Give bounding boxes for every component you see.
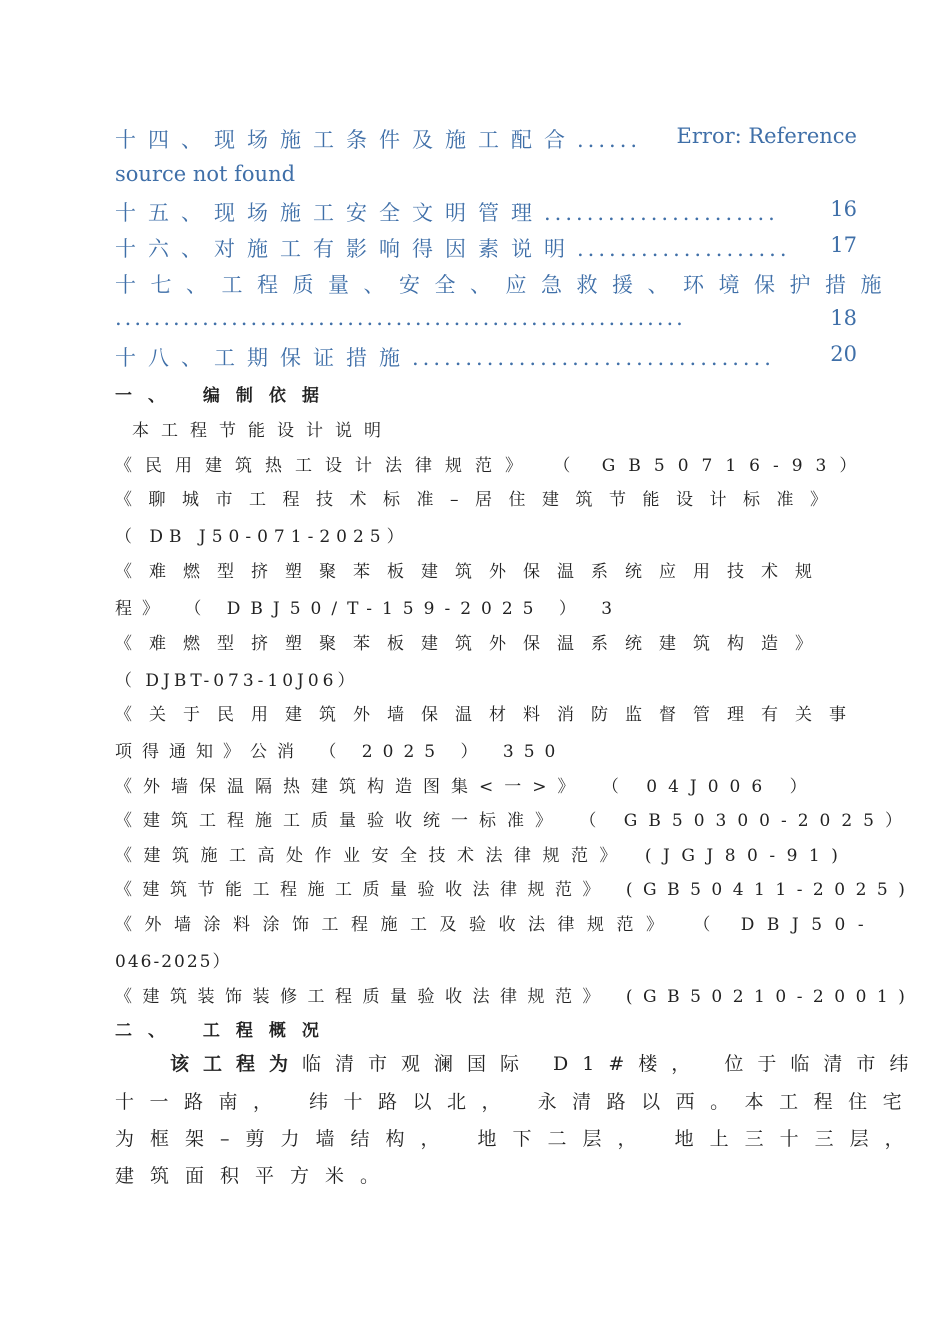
toc-entry-15[interactable] (115, 197, 857, 227)
overview-line-3: 为框架–剪力墙结构， 地下二层， 地上三十三层， (115, 1128, 920, 1150)
toc-title: 十五、现场施工安全文明管理 (115, 201, 544, 225)
basis-item: 《建筑施工高处作业安全技术法律规范》 (JGJ80-91) (115, 846, 850, 866)
toc-title: 十七、工程质量、安全、应急救援、环境保护措施 (115, 273, 896, 297)
toc-title: 十四、现场施工条件及施工配合 (115, 128, 577, 152)
toc-page: 20 (830, 342, 857, 366)
basis-item: 《建筑节能工程施工质量验收法律规范》 (GB50411-2025) (115, 880, 916, 900)
toc-page: 17 (830, 233, 857, 257)
toc-page: Error: Reference (676, 124, 857, 148)
overview-line-4: 建筑面积平方米。 (115, 1165, 396, 1187)
toc-entry-17[interactable] (115, 269, 896, 299)
overview-lead: 该工程为 (170, 1053, 303, 1075)
toc-title: 十八、工期保证措施 (115, 346, 412, 370)
basis-item: 《难燃型挤塑聚苯板建筑外保温系统应用技术规 (115, 562, 829, 582)
basis-item: 程》 （ DBJ50/T-159-2025 ） 3 (115, 599, 623, 619)
basis-item: （ DB J50-071-2025） (115, 527, 410, 547)
section-heading-1: 一、 编制依据 (115, 386, 335, 406)
toc-page: 16 (830, 197, 857, 221)
toc-dots: .................................. (412, 346, 775, 370)
toc-title: 十六、对施工有影响得因素说明 (115, 237, 577, 261)
overview-line-2: 十一路南， 纬十路以北， 永清路以西。本工程住宅 (115, 1091, 918, 1113)
section-heading-2: 二、 工程概况 (115, 1021, 335, 1041)
basis-item: 项得通知》公消 （ 2025 ） 350 (115, 742, 566, 762)
toc-page: 18 (830, 306, 857, 330)
overview-line-1 (170, 1049, 923, 1076)
basis-item: （ DJBT-073-10J06） (115, 671, 359, 691)
toc-entry-14[interactable] (115, 124, 857, 154)
basis-item: 《聊城市工程技术标准–居住建筑节能设计标准》 (115, 490, 844, 510)
toc-dots: ...... (577, 128, 642, 152)
basis-item: 《民用建筑热工设计法律规范》 （ GB50716-93） (115, 456, 870, 476)
basis-item: 《外墙涂料涂饰工程施工及验收法律规范》 （ DBJ50- (115, 915, 877, 935)
basis-item: 《建筑工程施工质量验收统一标准》 （ GB50300-2025） (115, 811, 913, 831)
toc-error-text: source not found (115, 162, 296, 186)
toc-dots: ........................................................... (115, 306, 686, 330)
toc-dots: ...................... (544, 201, 779, 225)
basis-item: 本工程节能设计说明 (132, 421, 393, 441)
basis-item: 《建筑装饰装修工程质量验收法律规范》 (GB50210-2001) (115, 987, 916, 1007)
toc-entry-16[interactable] (115, 233, 857, 263)
basis-item: 《外墙保温隔热建筑构造图集<一>》 （ 04J006 ） (115, 777, 818, 797)
toc-dots: .................... (577, 237, 791, 261)
toc-entry-17-cont[interactable] (115, 306, 857, 330)
overview-text: 临清市观澜国际 D1#楼， 位于临清市纬 (302, 1053, 923, 1075)
toc-entry-18[interactable] (115, 342, 857, 372)
basis-item: 046-2025） (115, 952, 232, 972)
basis-item: 《关于民用建筑外墙保温材料消防监督管理有关事 (115, 705, 863, 725)
basis-item: 《难燃型挤塑聚苯板建筑外保温系统建筑构造》 (115, 634, 829, 654)
toc-entry-14-cont[interactable] (115, 162, 857, 186)
